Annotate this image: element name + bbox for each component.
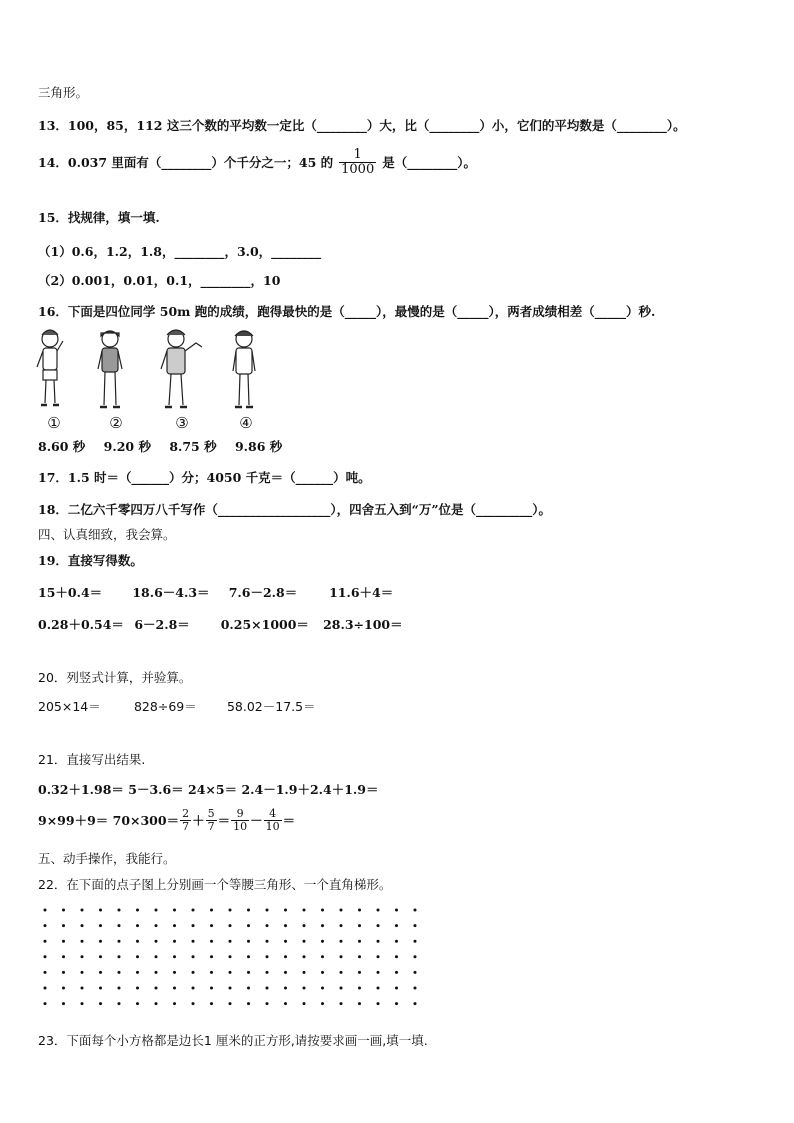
grid-dot	[377, 924, 380, 927]
grid-dot	[62, 909, 65, 912]
grid-dot	[118, 971, 121, 974]
grid-dot	[340, 940, 343, 943]
grid-dot	[303, 955, 306, 958]
grid-dot	[136, 940, 139, 943]
grid-dot	[136, 924, 139, 927]
grid-dot	[229, 909, 232, 912]
grid-dot	[229, 1002, 232, 1005]
student-3-figure	[161, 330, 202, 407]
time-1: 8.60 秒	[38, 439, 86, 454]
q19-title: 19．直接写得数。	[38, 553, 143, 568]
fraction-9-10	[231, 808, 249, 832]
grid-dot	[192, 924, 195, 927]
grid-dot	[247, 924, 250, 927]
question-22: 22．在下面的点子图上分别画一个等腰三角形、一个直角梯形。	[38, 877, 392, 892]
q19-row-2	[38, 615, 403, 633]
grid-dot	[303, 909, 306, 912]
grid-dot	[414, 909, 417, 912]
grid-dot	[303, 987, 306, 990]
grid-dot	[340, 971, 343, 974]
student-2-figure	[98, 331, 122, 407]
grid-dot	[321, 940, 324, 943]
grid-dot	[62, 971, 65, 974]
grid-dot	[81, 987, 84, 990]
student-label-2: ②	[109, 414, 123, 432]
q14-text-before: 14．0.037 里面有（________）个千分之一；45 的	[38, 155, 334, 171]
grid-dot	[192, 955, 195, 958]
grid-dot	[284, 987, 287, 990]
q19-item: 11.6＋4＝	[329, 585, 394, 600]
grid-dot	[99, 940, 102, 943]
question-18: 18．二亿六千零四万八千写作（__________________），四舍五入到“万”位是（_________）。	[38, 502, 552, 517]
grid-dot	[358, 987, 361, 990]
grid-dot	[266, 955, 269, 958]
grid-dot	[44, 987, 47, 990]
grid-dot	[118, 924, 121, 927]
q21-row-2	[38, 808, 295, 832]
q19-row-1	[38, 583, 393, 601]
grid-dot	[62, 1002, 65, 1005]
grid-dot	[99, 971, 102, 974]
grid-dot	[247, 940, 250, 943]
grid-dot	[266, 1002, 269, 1005]
grid-dot	[303, 1002, 306, 1005]
q12-tail: 三角形。	[38, 85, 89, 100]
grid-dot	[173, 971, 176, 974]
grid-dot	[414, 987, 417, 990]
grid-dot	[321, 955, 324, 958]
grid-dot	[192, 971, 195, 974]
denominator: 10	[233, 819, 248, 833]
student-label-3: ③	[175, 414, 189, 432]
grid-dot	[321, 971, 324, 974]
q19-item: 7.6－2.8＝	[228, 585, 298, 600]
grid-dot	[118, 1002, 121, 1005]
q15-title: 15．找规律，填一填.	[38, 210, 160, 225]
grid-dot	[81, 940, 84, 943]
grid-dot	[155, 1002, 158, 1005]
grid-dot	[136, 1002, 139, 1005]
grid-dot	[414, 940, 417, 943]
q20-item: 205×14＝	[38, 699, 101, 714]
grid-dot	[210, 1002, 213, 1005]
denominator: 7	[182, 819, 190, 833]
time-3: 8.75 秒	[169, 439, 217, 454]
grid-dot	[358, 909, 361, 912]
grid-dot	[136, 955, 139, 958]
grid-dot	[284, 924, 287, 927]
question-23: 23．下面每个小方格都是边长1 厘米的正方形,请按要求画一画,填一填.	[38, 1033, 428, 1048]
grid-dot	[173, 1002, 176, 1005]
grid-dot	[210, 987, 213, 990]
q14-text-after: 是（________）。	[382, 155, 476, 171]
time-2: 9.20 秒	[103, 439, 151, 454]
denominator: 10	[265, 819, 280, 833]
plus-sign: ＋	[192, 813, 205, 829]
grid-dot	[247, 955, 250, 958]
grid-dot	[99, 987, 102, 990]
grid-dot	[414, 971, 417, 974]
grid-dot	[62, 987, 65, 990]
grid-dot	[266, 971, 269, 974]
grid-dot	[395, 971, 398, 974]
grid-dot	[229, 955, 232, 958]
grid-dot	[303, 971, 306, 974]
grid-dot	[377, 909, 380, 912]
grid-dot	[155, 987, 158, 990]
grid-dot	[284, 955, 287, 958]
grid-dot	[247, 987, 250, 990]
grid-dot	[81, 1002, 84, 1005]
grid-dot	[284, 1002, 287, 1005]
grid-dot	[62, 940, 65, 943]
grid-dot	[358, 955, 361, 958]
grid-dot	[229, 924, 232, 927]
q19-item: 0.28＋0.54＝	[38, 617, 124, 632]
q14-fraction	[339, 148, 376, 176]
grid-dot	[358, 1002, 361, 1005]
grid-dot	[247, 1002, 250, 1005]
grid-dot	[210, 940, 213, 943]
grid-dot	[155, 971, 158, 974]
student-label-4: ④	[239, 414, 253, 432]
equals-sign: ＝	[217, 813, 231, 829]
grid-dot	[229, 987, 232, 990]
grid-dot	[284, 909, 287, 912]
grid-dot	[340, 955, 343, 958]
grid-dot	[321, 924, 324, 927]
grid-dot	[395, 924, 398, 927]
grid-dot	[210, 909, 213, 912]
q14-fraction-denominator: 1000	[341, 161, 375, 177]
grid-dot	[266, 940, 269, 943]
grid-dot	[192, 940, 195, 943]
q16-times-row	[38, 437, 296, 455]
grid-dot	[118, 955, 121, 958]
grid-dot	[210, 955, 213, 958]
q19-item: 0.25×1000＝	[220, 617, 309, 632]
numerator: 5	[207, 807, 215, 820]
question-16: 16．下面是四位同学 50m 跑的成绩，跑得最快的是（_____），最慢的是（_____），两者成绩相差（_____）秒.	[38, 304, 656, 319]
q20-item: 828÷69＝	[133, 699, 197, 714]
grid-dot	[44, 1002, 47, 1005]
grid-dot	[99, 1002, 102, 1005]
grid-dot	[99, 909, 102, 912]
student-4-figure	[233, 331, 255, 407]
q15-line-1: （1）0.6，1.2，1.8，________，3.0，________	[38, 244, 322, 259]
grid-dot	[136, 909, 139, 912]
fraction-2-7	[180, 808, 191, 832]
student-label-1: ①	[47, 414, 61, 432]
q20-item: 58.02－17.5＝	[226, 699, 316, 714]
question-14	[38, 148, 476, 176]
grid-dot	[44, 940, 47, 943]
q20-title: 20．列竖式计算，并验算。	[38, 670, 192, 685]
grid-dot	[395, 909, 398, 912]
q21-row2-text: 9×99＋9＝ 70×300＝	[38, 813, 180, 829]
grid-dot	[395, 940, 398, 943]
grid-dot	[303, 940, 306, 943]
grid-dot	[377, 987, 380, 990]
grid-dot	[192, 1002, 195, 1005]
grid-dot	[229, 971, 232, 974]
time-4: 9.86 秒	[234, 439, 283, 454]
grid-dot	[340, 924, 343, 927]
q21-row-1: 0.32＋1.98＝ 5－3.6＝ 24×5＝ 2.4－1.9＋2.4＋1.9＝	[38, 782, 379, 797]
grid-dot	[155, 940, 158, 943]
grid-dot	[266, 909, 269, 912]
grid-dot	[118, 909, 121, 912]
section-4-heading: 四、认真细致，我会算。	[38, 527, 176, 542]
grid-dot	[155, 924, 158, 927]
grid-dot	[395, 1002, 398, 1005]
grid-dot	[321, 909, 324, 912]
grid-dot	[377, 955, 380, 958]
grid-dot	[62, 955, 65, 958]
grid-dot	[340, 909, 343, 912]
dot-grid[interactable]	[40, 898, 440, 1010]
grid-dot	[118, 940, 121, 943]
grid-dot	[321, 1002, 324, 1005]
grid-dot	[173, 955, 176, 958]
minus-sign: －	[250, 813, 263, 829]
q19-item: 18.6－4.3＝	[132, 585, 210, 600]
grid-dot	[247, 909, 250, 912]
grid-dot	[303, 924, 306, 927]
q14-fraction-numerator: 1	[353, 147, 362, 162]
grid-dot	[44, 924, 47, 927]
grid-dot	[358, 924, 361, 927]
q19-item: 15＋0.4＝	[38, 585, 103, 600]
grid-dot	[284, 940, 287, 943]
q19-item: 6－2.8＝	[134, 617, 190, 632]
denominator: 7	[207, 819, 215, 833]
grid-dot	[99, 955, 102, 958]
grid-dot	[358, 940, 361, 943]
grid-dot	[377, 971, 380, 974]
grid-dot	[414, 955, 417, 958]
grid-dot	[136, 987, 139, 990]
grid-dot	[173, 909, 176, 912]
grid-dot	[210, 924, 213, 927]
fraction-5-7	[206, 808, 217, 832]
grid-dot	[395, 987, 398, 990]
q19-item: 28.3÷100＝	[323, 617, 403, 632]
grid-dot	[173, 987, 176, 990]
numerator: 2	[182, 807, 190, 820]
grid-dot	[266, 987, 269, 990]
grid-dot	[173, 924, 176, 927]
grid-dot	[81, 909, 84, 912]
grid-dot	[44, 955, 47, 958]
grid-dot	[321, 987, 324, 990]
grid-dot	[377, 1002, 380, 1005]
numerator: 4	[269, 807, 277, 820]
grid-dot	[210, 971, 213, 974]
question-17: 17．1.5 时＝（______）分；4050 千克＝（______）吨。	[38, 470, 371, 485]
grid-dot	[414, 1002, 417, 1005]
q21-title: 21．直接写出结果.	[38, 752, 146, 767]
grid-dot	[118, 987, 121, 990]
grid-dot	[192, 909, 195, 912]
grid-dot	[340, 987, 343, 990]
grid-dot	[229, 940, 232, 943]
four-students-illustration	[34, 325, 274, 435]
q15-line-2: （2）0.001，0.01，0.1，________，10	[38, 273, 281, 288]
grid-dot	[247, 971, 250, 974]
grid-dot	[358, 971, 361, 974]
question-13: 13．100，85，112 这三个数的平均数一定比（________）大，比（________）小，它们的平均数是（________）。	[38, 118, 686, 133]
grid-dot	[99, 924, 102, 927]
grid-dot	[284, 971, 287, 974]
student-1-figure	[37, 330, 63, 405]
grid-dot	[340, 1002, 343, 1005]
grid-dot	[395, 955, 398, 958]
fraction-4-10	[264, 808, 282, 832]
grid-dot	[414, 924, 417, 927]
q20-row	[38, 697, 316, 715]
section-5-heading: 五、动手操作，我能行。	[38, 851, 176, 866]
numerator: 9	[236, 807, 244, 820]
grid-dot	[173, 940, 176, 943]
grid-dot	[81, 971, 84, 974]
grid-dot	[81, 955, 84, 958]
grid-dot	[136, 971, 139, 974]
grid-dot	[44, 971, 47, 974]
grid-dot	[155, 909, 158, 912]
grid-dot	[377, 940, 380, 943]
grid-dot	[44, 909, 47, 912]
grid-dot	[266, 924, 269, 927]
grid-dot	[62, 924, 65, 927]
grid-dot	[192, 987, 195, 990]
grid-dot	[81, 924, 84, 927]
grid-dot	[155, 955, 158, 958]
equals-sign: ＝	[282, 813, 296, 829]
